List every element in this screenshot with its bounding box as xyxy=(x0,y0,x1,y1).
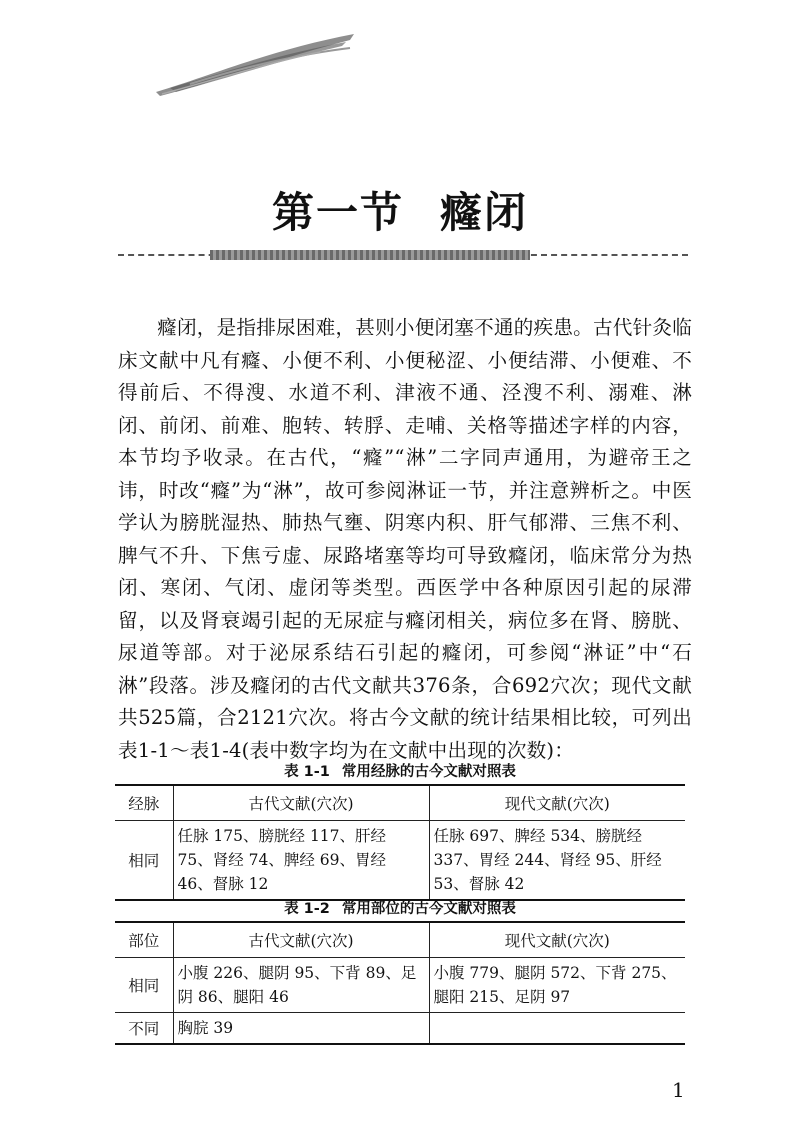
section-title xyxy=(0,180,800,240)
table-row xyxy=(115,958,685,1013)
table-header: 部位 xyxy=(115,922,173,958)
modern-cell: 小腹 779、腿阴 572、下背 275、腿阳 215、足阴 97 xyxy=(429,958,685,1013)
ancient-cell: 任脉 175、膀胱经 117、肝经 75、肾经 74、脾经 69、胃经 46、督脉 12 xyxy=(173,821,429,901)
table-header-row xyxy=(115,785,685,821)
section-number: 第一节 xyxy=(271,188,404,237)
title-divider-bar xyxy=(210,250,530,260)
table-header: 经脉 xyxy=(115,785,173,821)
ancient-cell: 胸脘 39 xyxy=(173,1013,429,1045)
table-header: 现代文献(穴次) xyxy=(429,922,685,958)
table-1-2-caption: 表 1-2 常用部位的古今文献对照表 xyxy=(284,901,516,917)
table-1-1-caption: 表 1-1 常用经脉的古今文献对照表 xyxy=(284,764,516,780)
ancient-cell: 小腹 226、腿阴 95、下背 89、足阴 86、腿阳 46 xyxy=(173,958,429,1013)
table-header: 古代文献(穴次) xyxy=(173,785,429,821)
page-number: 1 xyxy=(672,1078,685,1102)
body-region-comparison-table xyxy=(115,921,685,1045)
intro-paragraph: 癃闭，是指排尿困难，甚则小便闭塞不通的疾患。古代针灸临床文献中凡有癃、小便不利、小便秘涩、小便结滞、小便难、不得前后、不得溲、水道不利、津液不通、泾溲不利、溺难、淋闭、前闭、前难、胞转、转脬、走哺、关格等描述字样的内容，本节均予收录。在古代，“癃”“淋”二字同声通用，为避帝王之讳，时改“癃”为“淋”，故可参阅淋证一节，并注意辨析之。中医学认为膀胱湿热、肺热气壅、阴寒内积、肝气郁滞、三焦不利、脾气不升、下焦亏虚、尿路堵塞等均可导致癃闭，临床常分为热闭、寒闭、气闭、虚闭等类型。西医学中各种原因引起的尿滞留，以及肾衰竭引起的无尿症与癃闭相关，病位多在肾、膀胱、尿道等部。对于泌尿系结石引起的癃闭，可参阅“淋证”中“石淋”段落。涉及癃闭的古代文献共376条，合692穴次；现代文献共525篇，合2121穴次。将古今文献的统计结果相比较，可列出表1-1～表1-4(表中数字均为在文献中出现的次数)： xyxy=(118,316,692,762)
table-row xyxy=(115,821,685,901)
table-row xyxy=(115,1013,685,1045)
section-name: 癃闭 xyxy=(440,188,529,237)
table-header-row xyxy=(115,922,685,958)
row-label: 不同 xyxy=(115,1013,173,1045)
brush-stroke-decoration xyxy=(150,28,360,98)
row-label: 相同 xyxy=(115,821,173,901)
meridian-comparison-table xyxy=(115,784,685,901)
table-header: 古代文献(穴次) xyxy=(173,922,429,958)
row-label: 相同 xyxy=(115,958,173,1013)
modern-cell: 任脉 697、脾经 534、膀胱经 337、胃经 244、肾经 95、肝经 53、督脉 42 xyxy=(429,821,685,901)
table-header: 现代文献(穴次) xyxy=(429,785,685,821)
modern-cell xyxy=(429,1013,685,1045)
